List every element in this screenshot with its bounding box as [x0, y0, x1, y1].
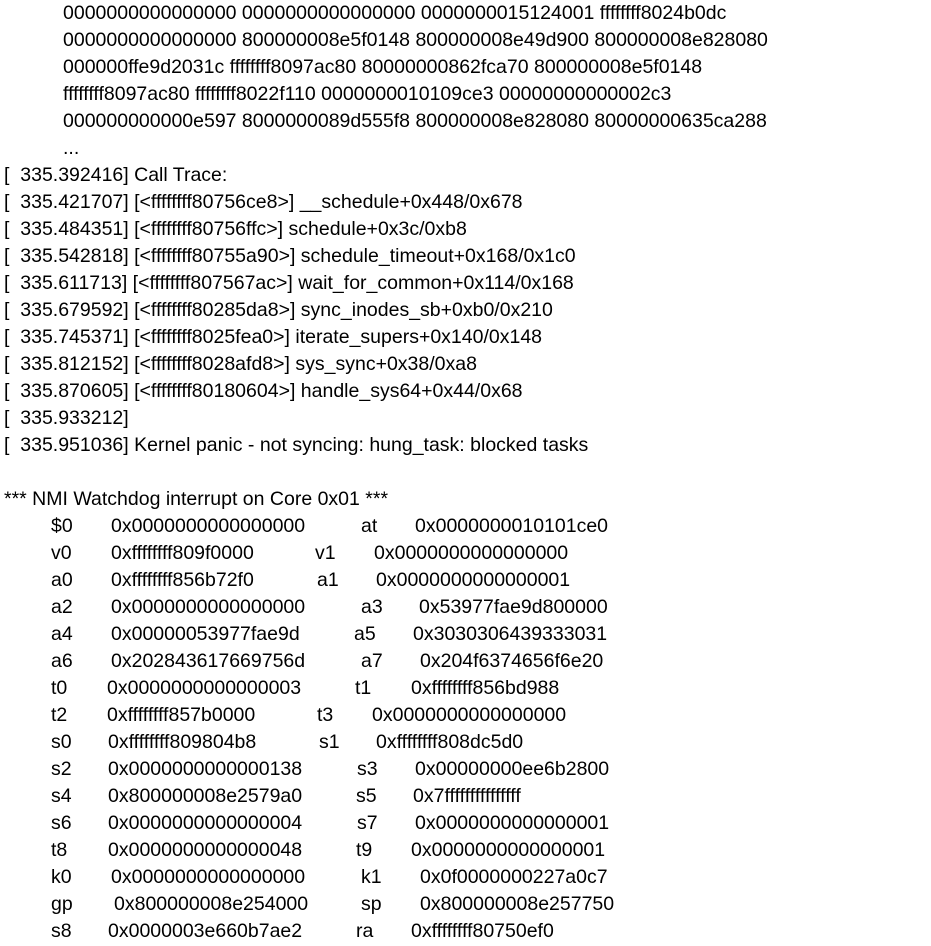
trace-address: [<ffffffff8028afd8>]: [134, 353, 290, 375]
stack-dump-line: 0000000000000000 0000000000000000 0000000015124001 ffffffff8024b0dc: [63, 2, 727, 24]
register-value: 0x0000000000000000: [372, 704, 567, 726]
trace-timestamp: [ 335.812152]: [4, 353, 129, 375]
register-name: a5: [354, 623, 376, 645]
register-value: 0xffffffff809f0000: [111, 542, 254, 564]
register-value: 0x800000008e254000: [114, 893, 309, 915]
register-value: 0x0000000000000003: [107, 677, 302, 699]
trace-timestamp: [ 335.745371]: [4, 326, 129, 348]
register-value: 0x0000000000000000: [111, 596, 306, 618]
trace-timestamp: [ 335.611713]: [4, 272, 128, 294]
register-value: 0x204f6374656f6e20: [420, 650, 604, 672]
empty-log-line: [ 335.933212]: [4, 407, 129, 429]
register-name: t8: [51, 839, 68, 861]
register-name: s4: [51, 785, 72, 807]
register-name: k1: [361, 866, 382, 888]
register-name: s2: [51, 758, 72, 780]
trace-address: [<ffffffff8025fea0>]: [134, 326, 290, 348]
trace-address: [<ffffffff80756ce8>]: [134, 191, 295, 213]
trace-function: sync_inodes_sb+0xb0/0x210: [300, 299, 553, 321]
register-value: 0x0000000000000004: [108, 812, 303, 834]
register-name: s7: [357, 812, 378, 834]
register-name: a2: [51, 596, 73, 618]
trace-function: schedule+0x3c/0xb8: [288, 218, 467, 240]
call-trace-entry: [4, 243, 576, 270]
stack-dump-line: 000000ffe9d2031c ffffffff8097ac80 80000000862fca70 800000008e5f0148: [63, 56, 703, 78]
register-name: a1: [317, 569, 339, 591]
call-trace-entry: [4, 270, 574, 297]
register-value: 0xffffffff857b0000: [107, 704, 256, 726]
call-trace-entry: [4, 216, 467, 243]
register-name: t1: [355, 677, 372, 699]
register-name: t9: [356, 839, 373, 861]
register-value: 0x800000008e257750: [420, 893, 615, 915]
register-name: at: [361, 515, 378, 537]
register-name: sp: [361, 893, 382, 915]
register-name: a4: [51, 623, 73, 645]
register-value: 0xffffffff809804b8: [108, 731, 257, 753]
register-name: a7: [361, 650, 383, 672]
register-value: 0x0000000000000001: [415, 812, 610, 834]
trace-address: [<ffffffff80755a90>]: [134, 245, 296, 267]
register-value: 0x0000000000000001: [376, 569, 571, 591]
stack-dump-line: 000000000000e597 8000000089d555f8 800000008e828080 80000000635ca288: [63, 110, 767, 132]
register-value: 0x0000000000000000: [111, 515, 306, 537]
trace-function: handle_sys64+0x44/0x68: [300, 380, 523, 402]
register-name: v0: [51, 542, 72, 564]
nmi-watchdog-header: *** NMI Watchdog interrupt on Core 0x01 ***: [4, 488, 389, 510]
register-value: 0x0000000000000000: [374, 542, 569, 564]
trace-function: __schedule+0x448/0x678: [299, 191, 523, 213]
register-name: a3: [361, 596, 383, 618]
call-trace-header: [ 335.392416] Call Trace:: [4, 164, 228, 186]
register-value: 0x0000000000000000: [111, 866, 306, 888]
register-value: 0x0000000000000048: [108, 839, 303, 861]
register-value: 0xffffffff808dc5d0: [376, 731, 524, 753]
register-value: 0x800000008e2579a0: [108, 785, 303, 807]
register-value: 0x3030306439333031: [413, 623, 608, 645]
register-name: ra: [356, 920, 374, 942]
call-trace-entry: [4, 324, 542, 351]
stack-dump-line: ffffffff8097ac80 ffffffff8022f110 0000000010109ce3 00000000000002c3: [63, 83, 672, 105]
trace-timestamp: [ 335.679592]: [4, 299, 129, 321]
register-value: 0xffffffff856bd988: [411, 677, 560, 699]
kernel-panic-line: [ 335.951036] Kernel panic - not syncing: hung_task: blocked tasks: [4, 434, 589, 456]
call-trace-entry: [4, 297, 553, 324]
register-name: s1: [319, 731, 340, 753]
register-name: s6: [51, 812, 72, 834]
register-name: t2: [51, 704, 68, 726]
register-value: 0x7fffffffffffffff: [413, 785, 521, 807]
register-value: 0x00000000ee6b2800: [415, 758, 610, 780]
register-name: s0: [51, 731, 72, 753]
register-value: 0x53977fae9d800000: [419, 596, 608, 618]
trace-address: [<ffffffff80756ffc>]: [134, 218, 284, 240]
register-name: t3: [317, 704, 334, 726]
register-name: gp: [51, 893, 73, 915]
register-value: 0x00000053977fae9d: [111, 623, 300, 645]
trace-address: [<ffffffff80285da8>]: [134, 299, 296, 321]
trace-timestamp: [ 335.484351]: [4, 218, 129, 240]
register-name: s8: [51, 920, 72, 942]
register-name: v1: [315, 542, 336, 564]
trace-function: sys_sync+0x38/0xa8: [295, 353, 477, 375]
trace-timestamp: [ 335.870605]: [4, 380, 129, 402]
trace-timestamp: [ 335.421707]: [4, 191, 129, 213]
stack-dump-line: 0000000000000000 800000008e5f0148 800000008e49d900 800000008e828080: [63, 29, 768, 51]
trace-address: [<ffffffff80180604>]: [134, 380, 296, 402]
trace-function: schedule_timeout+0x168/0x1c0: [300, 245, 576, 267]
call-trace-entry: [4, 351, 477, 378]
register-value: 0x0000000000000138: [108, 758, 303, 780]
register-name: t0: [51, 677, 68, 699]
trace-timestamp: [ 335.542818]: [4, 245, 129, 267]
trace-function: iterate_supers+0x140/0x148: [295, 326, 543, 348]
register-value: 0x0000000000000001: [411, 839, 606, 861]
register-value: 0x0000000010101ce0: [415, 515, 609, 537]
register-value: 0x0000003e660b7ae2: [108, 920, 303, 942]
register-name: a0: [51, 569, 73, 591]
register-name: $0: [51, 515, 73, 537]
register-name: s5: [356, 785, 377, 807]
register-value: 0x202843617669756d: [111, 650, 306, 672]
call-trace-entry: [4, 189, 523, 216]
register-value: 0xffffffff856b72f0: [111, 569, 254, 591]
register-value: 0xffffffff80750ef0: [411, 920, 554, 942]
stack-dump-ellipsis: ...: [63, 137, 80, 159]
register-name: a6: [51, 650, 73, 672]
register-name: s3: [357, 758, 378, 780]
trace-function: wait_for_common+0x114/0x168: [298, 272, 574, 294]
register-value: 0x0f0000000227a0c7: [420, 866, 608, 888]
call-trace-entry: [4, 378, 523, 405]
register-name: k0: [51, 866, 72, 888]
trace-address: [<ffffffff807567ac>]: [132, 272, 293, 294]
